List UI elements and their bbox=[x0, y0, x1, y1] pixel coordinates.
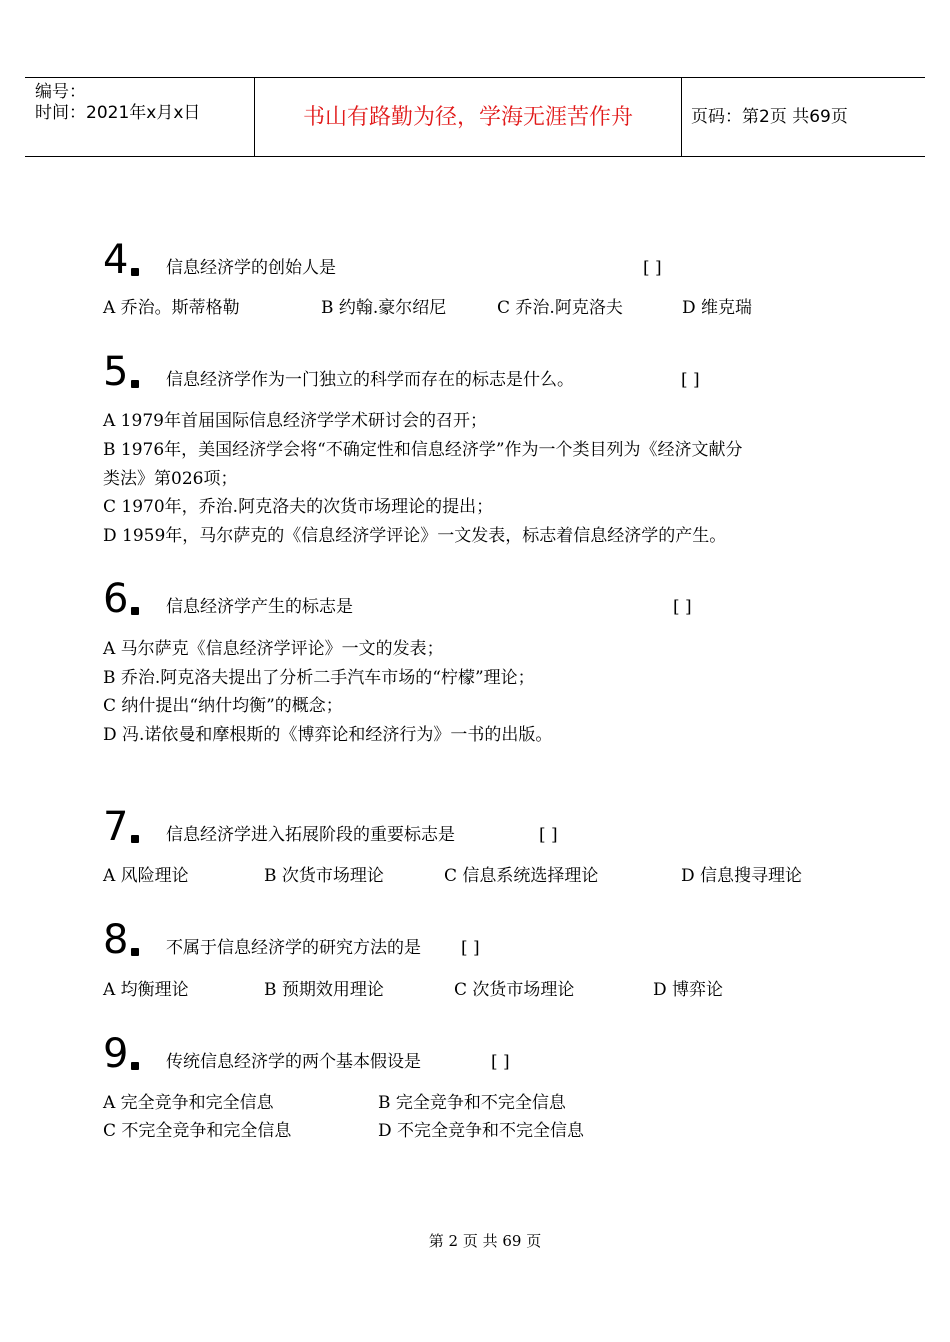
option-c: C 1970年，乔治.阿克洛夫的次货市场理论的提出； bbox=[103, 497, 494, 517]
question-number: 8 bbox=[103, 917, 129, 963]
answer-bracket: [ ] bbox=[643, 258, 662, 278]
number-dot bbox=[131, 380, 139, 388]
option-a: A 乔治。斯蒂格勒 bbox=[103, 298, 240, 318]
question-number: 5 bbox=[103, 349, 129, 395]
number-dot bbox=[131, 268, 139, 276]
question-number: 7 bbox=[103, 804, 129, 850]
number-dot bbox=[131, 948, 139, 956]
option-b-continued: 类法》第026项； bbox=[103, 469, 238, 489]
option-b: B 完全竞争和不完全信息 bbox=[378, 1093, 566, 1113]
motto: 书山有路勤为径，学海无涯苦作舟 bbox=[302, 105, 633, 130]
option-c: C 纳什提出“纳什均衡”的概念； bbox=[103, 696, 343, 716]
answer-bracket: [ ] bbox=[539, 825, 558, 845]
option-b: B 约翰.豪尔绍尼 bbox=[321, 298, 447, 318]
option-a: A 均衡理论 bbox=[103, 980, 189, 1000]
option-d: D 1959年，马尔萨克的《信息经济学评论》一文发表，标志着信息经济学的产生。 bbox=[103, 526, 727, 546]
question-text: 信息经济学的创始人是 bbox=[166, 258, 336, 278]
time-label: 时间：2021年x月x日 bbox=[35, 103, 201, 123]
option-a: A 1979年首届国际信息经济学学术研讨会的召开； bbox=[103, 411, 487, 431]
question-4-heading bbox=[103, 232, 803, 282]
option-c: C 次货市场理论 bbox=[454, 980, 575, 1000]
question-text: 信息经济学进入拓展阶段的重要标志是 bbox=[166, 825, 455, 845]
option-c: C 不完全竞争和完全信息 bbox=[103, 1121, 292, 1141]
option-d: D 维克瑞 bbox=[682, 298, 753, 318]
option-d: D 不完全竞争和不完全信息 bbox=[378, 1121, 585, 1141]
number-dot bbox=[131, 835, 139, 843]
page-header bbox=[25, 77, 925, 157]
option-a: A 马尔萨克《信息经济学评论》一文的发表； bbox=[103, 639, 444, 659]
option-c: C 信息系统选择理论 bbox=[444, 866, 599, 886]
option-c: C 乔治.阿克洛夫 bbox=[497, 298, 623, 318]
option-d: D 冯.诺依曼和摩根斯的《博弈论和经济行为》一书的出版。 bbox=[103, 725, 553, 745]
question-text: 信息经济学产生的标志是 bbox=[166, 597, 353, 617]
option-b: B 1976年，美国经济学会将“不确定性和信息经济学”作为一个类目列为《经济文献分 bbox=[103, 440, 743, 460]
option-d: D 博弈论 bbox=[653, 980, 724, 1000]
header-motto-cell bbox=[254, 78, 682, 156]
question-text: 信息经济学作为一门独立的科学而存在的标志是什么。 bbox=[166, 370, 574, 390]
question-text: 传统信息经济学的两个基本假设是 bbox=[166, 1052, 421, 1072]
page-footer: 第 2 页 共 69 页 bbox=[428, 1232, 542, 1250]
question-number: 9 bbox=[103, 1031, 129, 1077]
option-b: B 次货市场理论 bbox=[264, 866, 384, 886]
option-a: A 完全竞争和完全信息 bbox=[103, 1093, 274, 1113]
question-9-heading bbox=[103, 1026, 803, 1076]
option-b: B 预期效用理论 bbox=[264, 980, 384, 1000]
number-dot bbox=[131, 1062, 139, 1070]
option-a: A 风险理论 bbox=[103, 866, 189, 886]
page-info: 页码：第2页 共69页 bbox=[691, 107, 848, 127]
answer-bracket: [ ] bbox=[673, 597, 692, 617]
option-b: B 乔治.阿克洛夫提出了分析二手汽车市场的“柠檬”理论； bbox=[103, 668, 535, 688]
header-left-cell bbox=[25, 78, 254, 156]
question-5-heading bbox=[103, 344, 803, 394]
question-number: 6 bbox=[103, 576, 129, 622]
question-number: 4 bbox=[103, 237, 129, 283]
question-6-heading bbox=[103, 571, 803, 621]
answer-bracket: [ ] bbox=[461, 938, 480, 958]
question-8-heading bbox=[103, 912, 803, 962]
answer-bracket: [ ] bbox=[491, 1052, 510, 1072]
question-text: 不属于信息经济学的研究方法的是 bbox=[166, 938, 421, 958]
header-page-cell bbox=[681, 78, 925, 156]
serial-label: 编号： bbox=[35, 82, 86, 102]
question-7-heading bbox=[103, 799, 803, 849]
number-dot bbox=[131, 607, 139, 615]
answer-bracket: [ ] bbox=[681, 370, 700, 390]
option-d: D 信息搜寻理论 bbox=[681, 866, 803, 886]
